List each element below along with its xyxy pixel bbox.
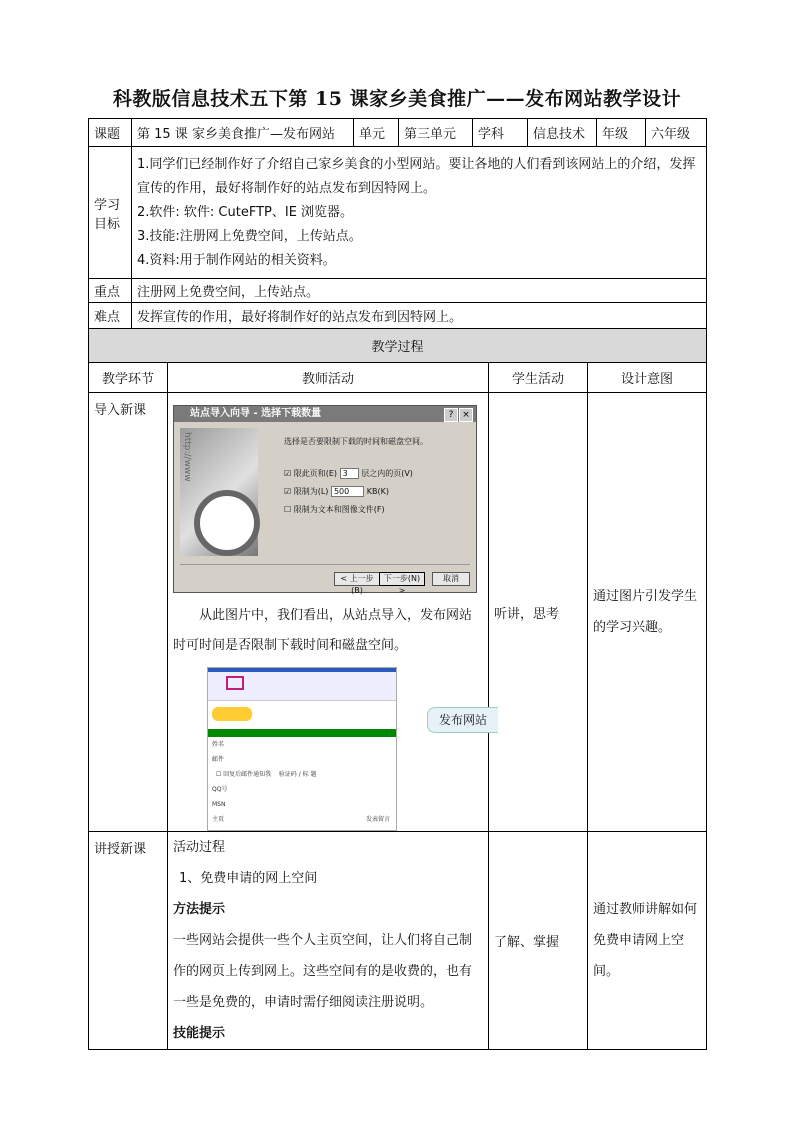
intro-description: 从此图片中，我们看出，从站点导入，发布网站时可时间是否限制下载时间和磁盘空间。 [173, 608, 473, 653]
goal-item: 4.资料:用于制作网站的相关资料。 [137, 252, 336, 268]
intent-intro: 通过图片引发学生的学习兴趣。 [588, 393, 707, 832]
goal-item: 1.同学们已经制作好了介绍自己家乡美食的小型网站。要让各地的人们看到该网站上的介绍，发挥宣传的作用，最好将制作好的站点发布到因特网上。 [137, 156, 696, 196]
option-text-image: ☐ 限制为文本和图像文件(F) [284, 505, 385, 514]
cancel-button[interactable]: 取消 [432, 572, 470, 586]
teacher-activity-teaching [168, 832, 489, 1050]
col-stage: 教学环节 [89, 363, 168, 393]
process-title: 教学过程 [89, 329, 707, 363]
difficulty-label: 难点 [89, 303, 132, 329]
logo-icon [212, 707, 252, 721]
method-tip-title: 方法提示 [173, 902, 226, 917]
wizard-illustration [180, 428, 258, 556]
activity-step-1: 1、免费申请的网上空间 [179, 871, 318, 886]
dialog-title: 站点导入向导 - 选择下载数量 [174, 406, 476, 422]
goal-item: 2.软件: 软件: CuteFTP、IE 浏览器。 [137, 204, 354, 220]
method-tip-text: 一些网站会提供一些个人主页空间，让人们将自己制作的网页上传到网上。这些空间有的是收费的，也有一些是免费的，申请时需仔细阅读注册说明。 [173, 933, 473, 1010]
goals-label-2: 目标 [94, 216, 121, 232]
process-table [88, 328, 707, 1050]
lesson-value: 第 15 课 家乡美食推广—发布网站 [132, 119, 354, 147]
close-icon: × [459, 408, 473, 422]
goals-label [89, 147, 132, 279]
stopwatch-icon [194, 490, 260, 556]
lesson-label: 课题 [89, 119, 132, 147]
wizard-dialog-screenshot [173, 405, 477, 593]
option-page-depth: ☑ 限此页和(E) 3 层之内的页(V) [284, 469, 413, 478]
difficulty-text: 发挥宣传的作用，最好将制作好的站点发布到因特网上。 [132, 303, 707, 329]
unit-value: 第三单元 [399, 119, 473, 147]
lesson-info-table [88, 118, 707, 329]
art-text: http://www [182, 432, 192, 482]
goals-label-1: 学习 [94, 197, 121, 213]
key-point-label: 重点 [89, 279, 132, 303]
web-editor-screenshot: 姓名 邮件 ☐ 回复后邮件通知我 验证码 / 标 题 QQ号 MSN 主页 发表留言 [207, 667, 397, 831]
grade-label: 年级 [597, 119, 646, 147]
goals-content [132, 147, 707, 279]
highlight-box [226, 676, 244, 690]
col-intent: 设计意图 [588, 363, 707, 393]
key-point-text: 注册网上免费空间，上传站点。 [132, 279, 707, 303]
goal-item: 3.技能:注册网上免费空间，上传站点。 [137, 228, 362, 244]
grade-value: 六年级 [646, 119, 707, 147]
student-activity-teaching: 了解、掌握 [489, 832, 588, 1050]
teacher-activity-intro [168, 393, 489, 832]
stage-intro: 导入新课 [89, 393, 168, 832]
next-button[interactable]: 下一步(N) > [379, 572, 425, 586]
col-student: 学生活动 [489, 363, 588, 393]
document-title: 科教版信息技术五下第 15 课家乡美食推广——发布网站教学设计 [112, 88, 682, 110]
submit-button: 发表留言 [365, 816, 390, 823]
col-teacher: 教师活动 [168, 363, 489, 393]
option-size-limit: ☑ 限制为(L) 500 KB(K) [284, 487, 390, 496]
student-activity-intro: 听讲，思考 [489, 393, 588, 832]
divider [180, 564, 470, 565]
skill-tip-title: 技能提示 [173, 1026, 226, 1041]
activity-process: 活动过程 [173, 840, 226, 855]
intent-teaching: 通过教师讲解如何免费申请网上空间。 [588, 832, 707, 1050]
help-icon: ? [444, 408, 458, 422]
publish-screenshot [207, 667, 487, 831]
dialog-prompt: 选择是否要限制下载的时间和磁盘空间。 [284, 437, 428, 446]
subject-label: 学科 [473, 119, 528, 147]
subject-value: 信息技术 [528, 119, 597, 147]
back-button[interactable]: < 上一步(B) [334, 572, 380, 586]
unit-label: 单元 [354, 119, 399, 147]
publish-website-label: 发布网站 [427, 707, 498, 733]
stage-teaching: 讲授新课 [89, 832, 168, 1050]
